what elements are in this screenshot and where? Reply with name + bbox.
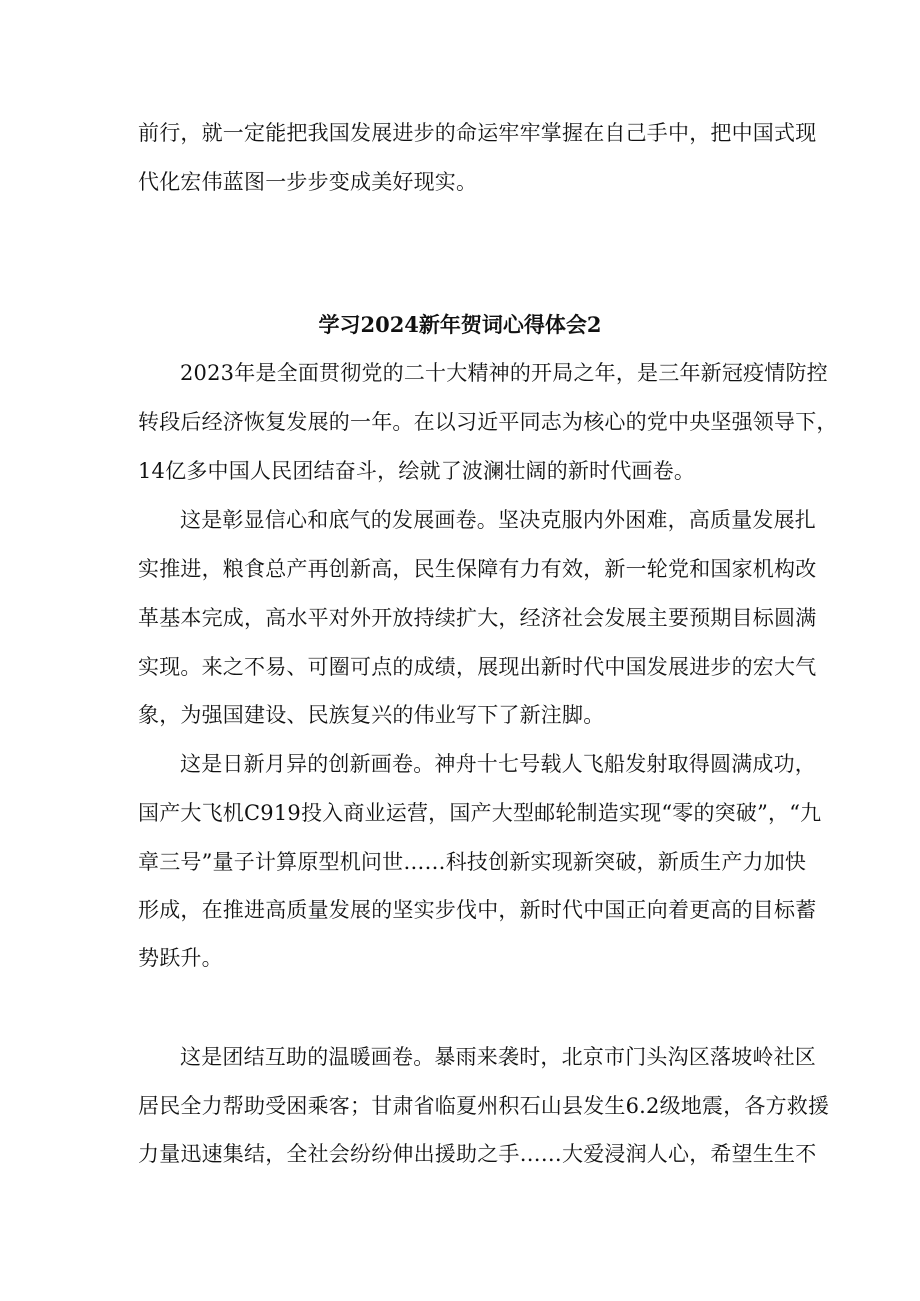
paragraph-2-line-5: 象，为强国建设、民族复兴的伟业写下了新注脚。	[138, 703, 605, 727]
paragraph-2-line-2: 实推进，粮食总产再创新高，民生保障有力有效，新一轮党和国家机构改	[138, 557, 817, 581]
paragraph-4-line-2: 居民全力帮助受困乘客；甘肃省临夏州积石山县发生6.2级地震，各方救援	[138, 1094, 830, 1118]
section-title: 学习2024新年贺词心得体会2	[318, 312, 602, 337]
paragraph-1-line-3: 14亿多中国人民团结奋斗，绘就了波澜壮阔的新时代画卷。	[138, 459, 696, 483]
paragraph-2-line-4: 实现。来之不易、可圈可点的成绩，展现出新时代中国发展进步的宏大气	[138, 655, 817, 679]
paragraph-2-line-3: 革基本完成，高水平对外开放持续扩大，经济社会发展主要预期目标圆满	[138, 606, 817, 630]
paragraph-2-line-1: 这是彰显信心和底气的发展画卷。坚决克服内外困难，高质量发展扎	[180, 508, 816, 532]
paragraph-3-line-4: 形成，在推进高质量发展的坚实步伐中，新时代中国正向着更高的目标蓄	[138, 898, 817, 922]
intro-line-1: 前行，就一定能把我国发展进步的命运牢牢掌握在自己手中，把中国式现	[138, 121, 817, 145]
paragraph-1-line-1: 2023年是全面贯彻党的二十大精神的开局之年，是三年新冠疫情防控	[180, 361, 828, 385]
paragraph-4-line-1: 这是团结互助的温暖画卷。暴雨来袭时，北京市门头沟区落坡岭社区	[180, 1045, 816, 1069]
paragraph-3-line-5: 势跃升。	[138, 946, 223, 970]
paragraph-3-line-2: 国产大飞机C919投入商业运营，国产大型邮轮制造实现“零的突破”，“九	[138, 801, 822, 825]
paragraph-1-line-2: 转段后经济恢复发展的一年。在以习近平同志为核心的党中央坚强领导下，	[138, 410, 838, 434]
paragraph-3-line-1: 这是日新月异的创新画卷。神舟十七号载人飞船发射取得圆满成功，	[180, 752, 816, 776]
paragraph-3-line-3: 章三号”量子计算原型机问世……科技创新实现新突破，新质生产力加快	[138, 850, 807, 874]
intro-line-2: 代化宏伟蓝图一步步变成美好现实。	[138, 170, 478, 194]
paragraph-4-line-3: 力量迅速集结，全社会纷纷伸出援助之手……大爱浸润人心，希望生生不	[138, 1142, 817, 1166]
